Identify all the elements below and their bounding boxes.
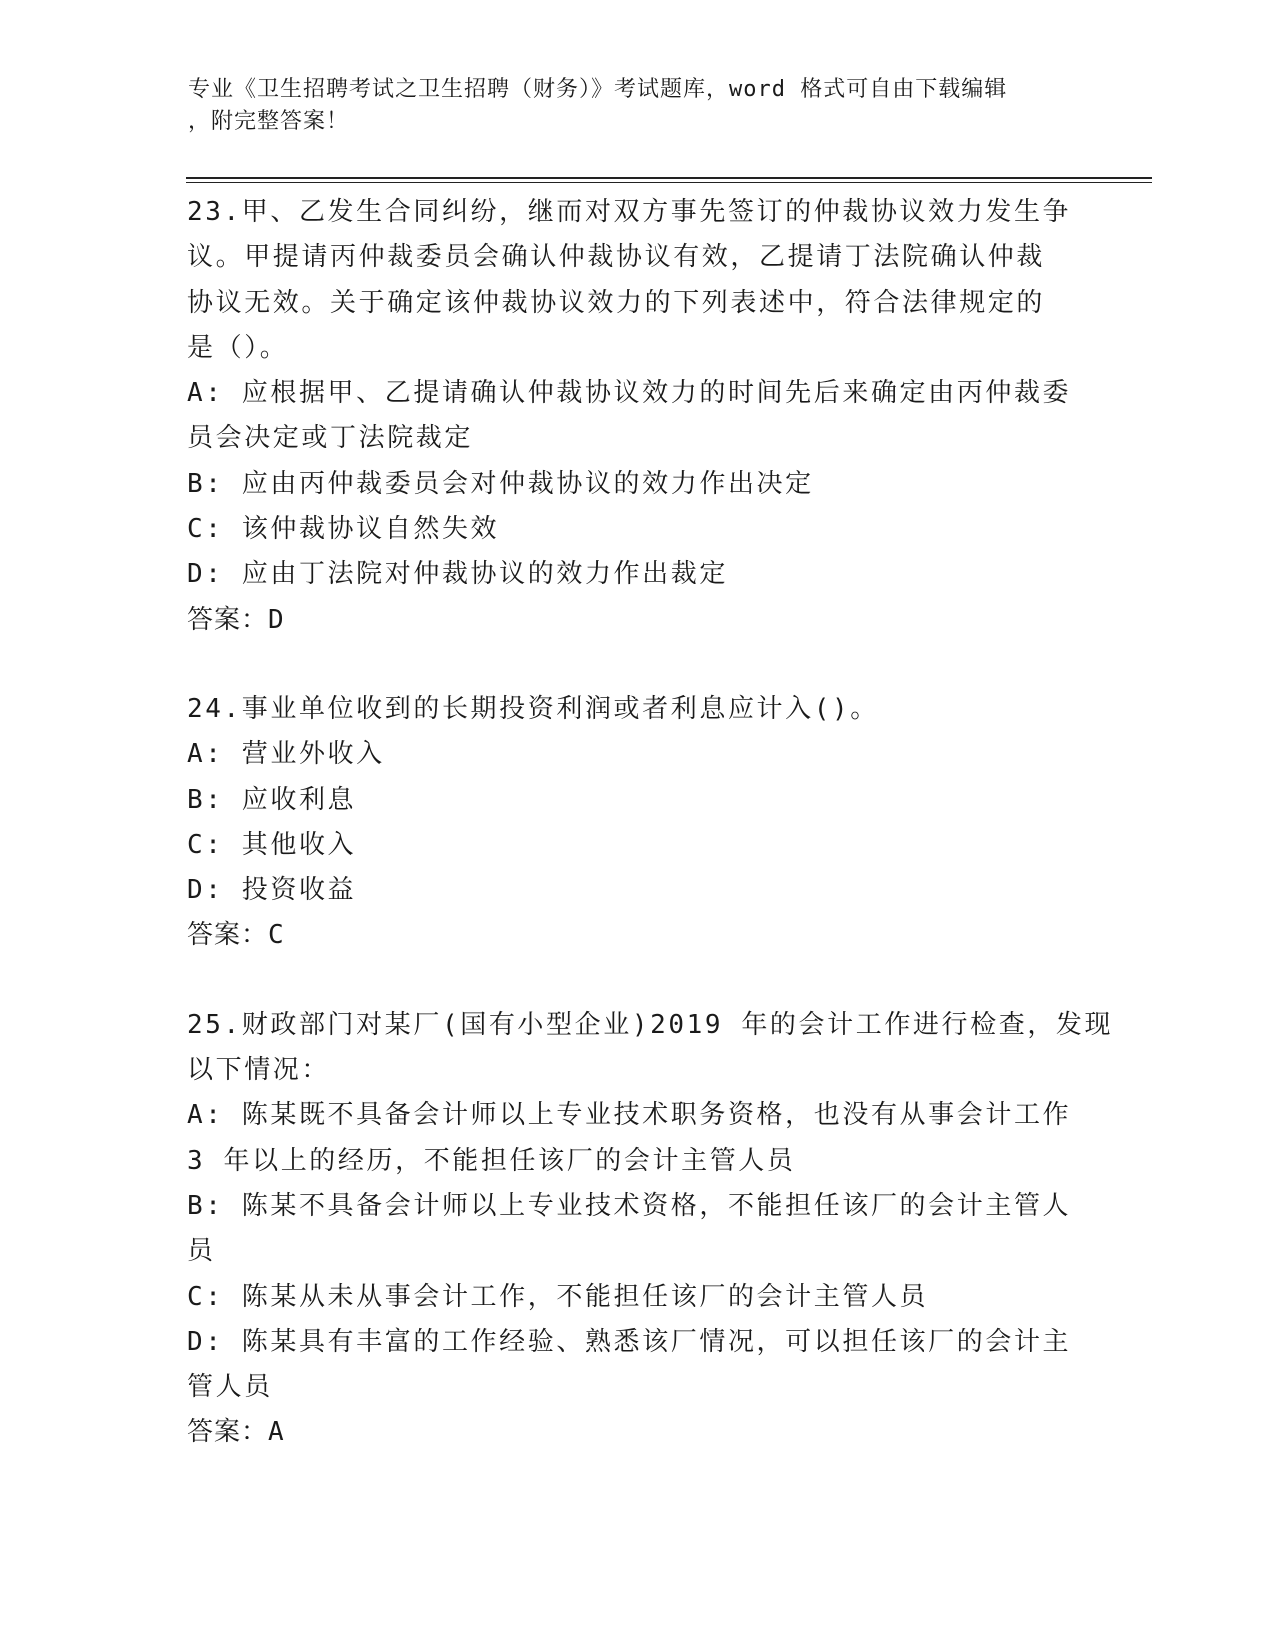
header-rule-thin: [186, 182, 1152, 183]
header-line-1: 专业《卫生招聘考试之卫生招聘（财务）》考试题库，word 格式可自由下载编辑: [188, 77, 1008, 102]
option-line: B: 应收利息: [187, 784, 357, 815]
answer-line: 答案：D: [187, 604, 285, 635]
option-line: C: 其他收入: [187, 829, 357, 860]
option-line: A: 营业外收入: [187, 739, 385, 770]
option-line: C: 陈某从未从事会计工作，不能担任该厂的会计主管人员: [187, 1281, 929, 1312]
question-stem-line: 是（）。: [187, 332, 289, 363]
question-block: [187, 190, 1107, 643]
option-line: D: 应由丁法院对仲裁协议的效力作出裁定: [187, 559, 728, 590]
header-line-2: ，附完整答案！: [188, 109, 350, 134]
option-line: A: 应根据甲、乙提请确认仲裁协议效力的时间先后来确定由丙仲裁委: [187, 378, 1072, 409]
answer-line: 答案：C: [187, 920, 285, 951]
option-line: 员: [187, 1236, 216, 1267]
question-stem-line: 23.甲、乙发生合同纠纷，继而对双方事先签订的仲裁协议效力发生争: [187, 197, 1072, 227]
header-rule-thick: [186, 177, 1152, 179]
option-line: 3 年以上的经历，不能担任该厂的会计主管人员: [187, 1145, 796, 1176]
document-header: [188, 74, 1073, 138]
option-line: B: 陈某不具备会计师以上专业技术资格，不能担任该厂的会计主管人: [187, 1190, 1072, 1221]
question-block: [187, 1003, 1114, 1456]
answer-line: 答案：A: [187, 1417, 285, 1448]
question-stem-line: 以下情况：: [187, 1055, 331, 1086]
option-line: A: 陈某既不具备会计师以上专业技术职务资格，也没有从事会计工作: [187, 1100, 1072, 1131]
question-block: [187, 687, 1107, 959]
question-list: [187, 190, 1114, 1456]
option-line: C: 该仲裁协议自然失效: [187, 514, 500, 545]
option-line: 管人员: [187, 1372, 273, 1403]
option-line: 员会决定或丁法院裁定: [187, 423, 474, 454]
question-stem-line: 协议无效。关于确定该仲裁协议效力的下列表述中，符合法律规定的: [187, 287, 1046, 318]
option-line: D: 陈某具有丰富的工作经验、熟悉该厂情况，可以担任该厂的会计主: [187, 1326, 1072, 1357]
question-stem-line: 议。甲提请丙仲裁委员会确认仲裁协议有效，乙提请丁法院确认仲裁: [187, 242, 1046, 273]
option-line: B: 应由丙仲裁委员会对仲裁协议的效力作出决定: [187, 468, 814, 499]
question-stem-line: 25.财政部门对某厂(国有小型企业)2019 年的会计工作进行检查，发现: [187, 1009, 1114, 1040]
question-stem-line: 24.事业单位收到的长期投资利润或者利息应计入()。: [187, 693, 879, 724]
option-line: D: 投资收益: [187, 875, 357, 906]
